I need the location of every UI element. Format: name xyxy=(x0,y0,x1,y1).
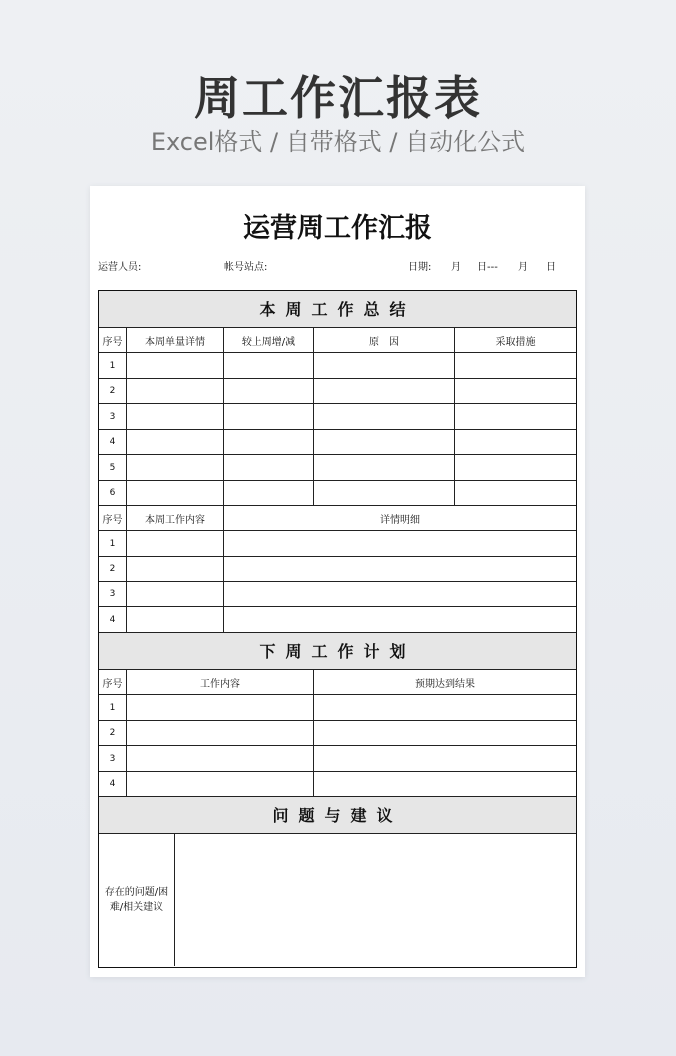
issues-row xyxy=(99,834,576,966)
table-row xyxy=(99,607,576,633)
row-index: 2 xyxy=(99,721,127,745)
document-sheet xyxy=(90,186,585,977)
expected-result-cell[interactable] xyxy=(314,721,576,745)
staff-label: 运营人员: xyxy=(98,262,142,273)
table-row xyxy=(99,695,576,721)
row-index: 3 xyxy=(99,582,127,606)
work-content-cell[interactable] xyxy=(127,531,224,556)
work-content-cell[interactable] xyxy=(127,607,224,632)
date-day-2: 日 xyxy=(546,262,556,273)
col-change-header: 较上周增/减 xyxy=(224,328,314,352)
table-row xyxy=(99,404,576,430)
plan-header-row xyxy=(99,670,576,695)
col-index-header: 序号 xyxy=(99,328,127,352)
reason-cell[interactable] xyxy=(314,379,455,403)
reason-cell[interactable] xyxy=(314,455,455,480)
col-work-content-header: 本周工作内容 xyxy=(127,506,224,530)
reason-cell[interactable] xyxy=(314,430,455,454)
order-detail-cell[interactable] xyxy=(127,455,224,480)
reason-cell[interactable] xyxy=(314,481,455,505)
summary-header-row xyxy=(99,328,576,353)
detail-cell[interactable] xyxy=(224,607,576,632)
issues-label: 存在的问题/困难/相关建议 xyxy=(99,834,175,966)
row-index: 5 xyxy=(99,455,127,480)
change-cell[interactable] xyxy=(224,379,314,403)
summary-heading: 本周工作总结 xyxy=(99,291,576,328)
order-detail-cell[interactable] xyxy=(127,353,224,378)
row-index: 6 xyxy=(99,481,127,505)
reason-cell[interactable] xyxy=(314,404,455,429)
hero-subtitle: Excel格式 / 自带格式 / 自动化公式 xyxy=(150,128,526,156)
row-index: 4 xyxy=(99,772,127,796)
col-index-header: 序号 xyxy=(99,506,127,530)
table-row xyxy=(99,582,576,607)
order-detail-cell[interactable] xyxy=(127,430,224,454)
row-index: 2 xyxy=(99,557,127,581)
plan-content-cell[interactable] xyxy=(127,772,314,796)
row-index: 4 xyxy=(99,430,127,454)
change-cell[interactable] xyxy=(224,353,314,378)
account-label: 帐号站点: xyxy=(224,262,268,273)
col-plan-content-header: 工作内容 xyxy=(127,670,314,694)
table-row xyxy=(99,531,576,557)
table-row xyxy=(99,353,576,379)
col-expected-result-header: 预期达到结果 xyxy=(415,678,475,690)
expected-result-cell[interactable] xyxy=(314,772,576,796)
issues-heading: 问题与建议 xyxy=(99,797,576,834)
work-content-cell[interactable] xyxy=(127,582,224,606)
table-row xyxy=(99,455,576,481)
measures-cell[interactable] xyxy=(455,379,576,403)
table-row xyxy=(99,379,576,404)
measures-cell[interactable] xyxy=(455,430,576,454)
order-detail-cell[interactable] xyxy=(127,481,224,505)
col-reason-header: 原 因 xyxy=(314,328,455,352)
content-header-row xyxy=(99,506,576,531)
row-index: 4 xyxy=(99,607,127,632)
plan-content-cell[interactable] xyxy=(127,721,314,745)
col-order-detail-header: 本周单量详情 xyxy=(127,328,224,352)
plan-heading: 下周工作计划 xyxy=(99,633,576,670)
measures-cell[interactable] xyxy=(455,353,576,378)
detail-cell[interactable] xyxy=(224,582,576,606)
row-index: 1 xyxy=(99,531,127,556)
table-row xyxy=(99,746,576,772)
table-row xyxy=(99,557,576,582)
row-index: 3 xyxy=(99,746,127,771)
report-table xyxy=(98,290,577,968)
hero-title: 周工作汇报表 xyxy=(194,71,482,125)
change-cell[interactable] xyxy=(224,481,314,505)
expected-result-cell[interactable] xyxy=(314,695,576,720)
order-detail-cell[interactable] xyxy=(127,404,224,429)
col-index-header: 序号 xyxy=(99,670,127,694)
table-row xyxy=(99,772,576,797)
row-index: 2 xyxy=(99,379,127,403)
measures-cell[interactable] xyxy=(455,481,576,505)
detail-cell[interactable] xyxy=(224,531,576,556)
measures-cell[interactable] xyxy=(455,455,576,480)
table-row xyxy=(99,721,576,746)
table-row xyxy=(99,430,576,455)
measures-cell[interactable] xyxy=(455,404,576,429)
date-month-2: 月 xyxy=(518,262,528,273)
detail-cell[interactable] xyxy=(224,557,576,581)
date-day-1: 日--- xyxy=(477,262,498,273)
change-cell[interactable] xyxy=(224,455,314,480)
row-index: 1 xyxy=(99,353,127,378)
col-detail-header: 详情明细 xyxy=(380,514,420,526)
date-month-1: 月 xyxy=(451,262,461,273)
col-measures-header: 采取措施 xyxy=(495,336,536,348)
plan-content-cell[interactable] xyxy=(127,695,314,720)
change-cell[interactable] xyxy=(224,430,314,454)
reason-cell[interactable] xyxy=(314,353,455,378)
change-cell[interactable] xyxy=(224,404,314,429)
table-row xyxy=(99,481,576,506)
issues-content-cell[interactable] xyxy=(175,834,576,966)
plan-content-cell[interactable] xyxy=(127,746,314,771)
order-detail-cell[interactable] xyxy=(127,379,224,403)
document-title: 运营周工作汇报 xyxy=(243,213,432,244)
row-index: 3 xyxy=(99,404,127,429)
row-index: 1 xyxy=(99,695,127,720)
expected-result-cell[interactable] xyxy=(314,746,576,771)
work-content-cell[interactable] xyxy=(127,557,224,581)
date-label: 日期: xyxy=(408,262,432,273)
